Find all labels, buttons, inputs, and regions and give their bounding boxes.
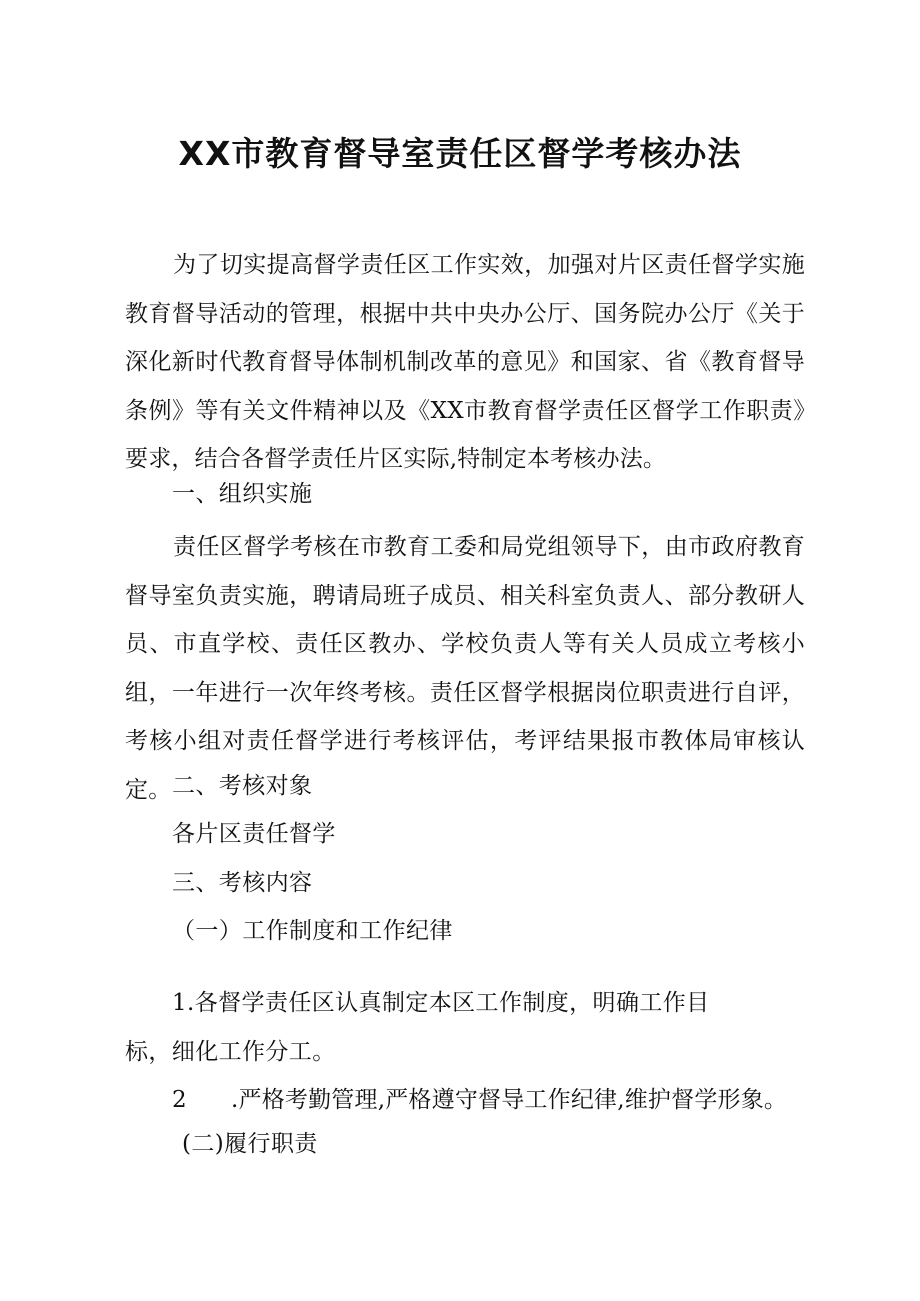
- section-1-body: 责任区督学考核在市教育工委和局党组领导下，由市政府教育督导室负责实施，聘请局班子成员、相关科室负责人、部分教研人员、市直学校、责任区教办、学校负责人等有关人员成立考核小组，一年进行一次年终考核。责任区督学根据岗位职责进行自评，考核小组对责任督学进行考核评估，考评结果报市教体局审核认定。: [125, 534, 805, 803]
- item-1-line-1: 1.各督学责任区认真制定本区工作制度，明确工作目: [172, 990, 710, 1016]
- section-1-heading: 一、组织实施: [172, 481, 313, 507]
- intro-paragraph: 为了切实提高督学责任区工作实效，加强对片区责任督学实施教育督导活动的管理，根据中共中央办公厅、国务院办公厅《关于深化新时代教育督导体制机制改革的意见》和国家、省《教育督导条例》等有关文件精神以及《XX市教育督学责任区督学工作职责》要求，结合各督学责任片区实际,特制定本考核办法。: [125, 252, 805, 472]
- section-2-body: 各片区责任督学: [172, 821, 336, 847]
- section-2-heading: 二、考核对象: [172, 773, 313, 799]
- subsection-2-heading: (二)履行职责: [182, 1131, 318, 1157]
- item-2-number: 2: [172, 1087, 187, 1113]
- subsection-1-heading: （一）工作制度和工作纪律: [172, 918, 453, 944]
- document-title: XX市教育督导室责任区督学考核办法: [178, 134, 742, 173]
- item-1-line-2: 标，细化工作分工。: [125, 1039, 336, 1065]
- section-3-heading: 三、考核内容: [172, 870, 313, 896]
- item-2-text: .严格考勤管理,严格遵守督导工作纪律,维护督学形象。: [231, 1087, 788, 1113]
